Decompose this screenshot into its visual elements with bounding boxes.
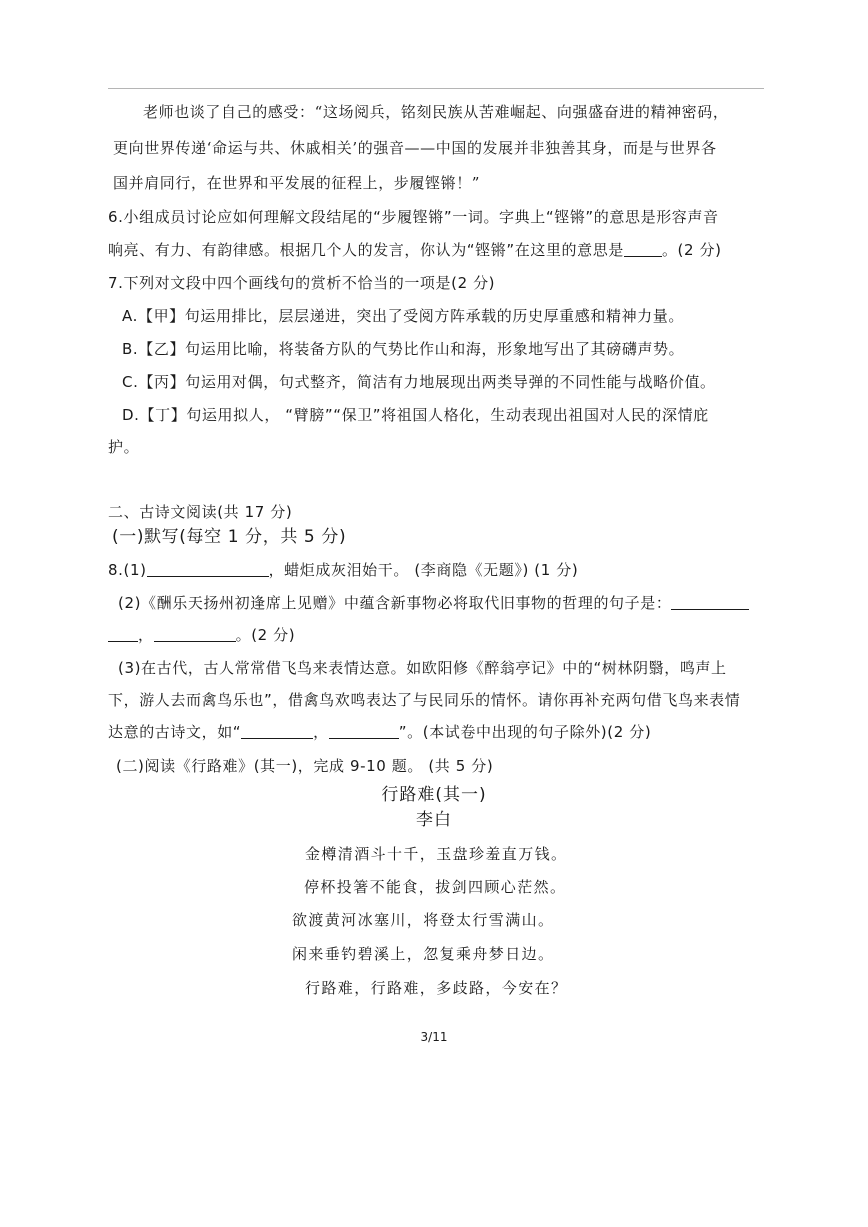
q8-part-3-blank-1[interactable]	[241, 724, 313, 739]
poem-line: 闲来垂钓碧溪上，忽复乘舟梦日边。	[292, 945, 555, 963]
q8-part-2-blank-1a[interactable]	[671, 595, 749, 610]
q7-stem: 7.下列对文段中四个画线句的赏析不恰当的一项是(2 分)	[108, 274, 496, 292]
passage-line-1: 老师也谈了自己的感受：“这场阅兵，铭刻民族从苦难崛起、向强盛奋进的精神密码，	[143, 103, 729, 121]
q8-part-2-score: 。(2 分)	[235, 626, 296, 644]
q6-line-1: 6.小组成员讨论应如何理解文段结尾的“步履铿锵”一词。字典上“铿锵”的意思是形容声音	[108, 208, 719, 226]
q6-text: 响亮、有力、有韵律感。根据几个人的发言，你认为“铿锵”在这里的意思是	[108, 241, 624, 259]
page-number: 3/11	[420, 1030, 448, 1044]
poem-line: 金樽清酒斗十千，玉盘珍羞直万钱。	[305, 845, 568, 863]
q8-part-1-text: ，蜡炬成灰泪始干。 (李商隐《无题》) (1 分)	[268, 561, 579, 579]
q8-part-1-number: 8.(1)	[108, 561, 147, 579]
q8-part-3-text-b: ，	[313, 723, 329, 741]
subsection-heading-1: (一)默写(每空 1 分，共 5 分)	[112, 527, 347, 547]
q8-part-3-blank-2[interactable]	[329, 724, 399, 739]
poem-author: 李白	[416, 810, 452, 830]
q7-option-a: A.【甲】句运用排比，层层递进，突出了受阅方阵承载的历史厚重感和精神力量。	[122, 307, 684, 325]
q8-part-2-text: (2)《酬乐天扬州初逢席上见赠》中蕴含新事物必将取代旧事物的哲理的句子是：	[118, 594, 672, 612]
header-rule	[108, 88, 764, 89]
q6-answer-blank[interactable]	[624, 242, 662, 257]
q8-part-3-text-c: ”。(本试卷中出现的句子除外)(2 分)	[398, 723, 652, 741]
q8-part-3-line-3	[108, 722, 651, 742]
subsection-heading-2: (二)阅读《行路难》(其一)，完成 9-10 题。 (共 5 分)	[116, 757, 494, 775]
q7-option-d-line-2: 护。	[108, 438, 140, 456]
passage-line-3: 国并肩同行，在世界和平发展的征程上，步履铿锵！”	[113, 174, 481, 192]
poem-line: 行路难，行路难，多歧路，今安在？	[305, 979, 568, 997]
poem-title: 行路难(其一)	[381, 785, 487, 805]
q8-part-1	[108, 560, 578, 580]
q6-line-2	[108, 240, 722, 260]
q7-option-d-line-1: D.【丁】句运用拟人， “臂膀”“保卫”将祖国人格化，生动表现出祖国对人民的深情庇	[122, 406, 709, 424]
q6-score: 。(2 分)	[661, 241, 722, 259]
passage-line-2: 更向世界传递‘命运与共、休戚相关’的强音——中国的发展并非独善其身，而是与世界各	[113, 139, 717, 157]
q8-part-2-blank-2[interactable]	[154, 627, 236, 642]
q8-part-3-text-a: 达意的古诗文，如“	[108, 723, 242, 741]
q8-part-2-line-2	[108, 625, 295, 645]
q8-part-1-blank[interactable]	[147, 562, 269, 577]
q7-option-b: B.【乙】句运用比喻，将装备方队的气势比作山和海，形象地写出了其磅礴声势。	[122, 340, 685, 358]
q8-part-3-line-2: 下，游人去而禽鸟乐也”，借禽鸟欢鸣表达了与民同乐的情怀。请你再补充两句借飞鸟来表情	[108, 691, 741, 709]
q8-part-2-blank-1b[interactable]	[108, 627, 138, 642]
q8-part-2-line-1	[118, 593, 749, 613]
q8-part-3-line-1: (3)在古代，古人常常借飞鸟来表情达意。如欧阳修《醉翁亭记》中的“树林阴翳，鸣声上	[118, 659, 727, 677]
section-heading: 二、古诗文阅读(共 17 分)	[108, 503, 293, 521]
poem-line: 欲渡黄河冰塞川，将登太行雪满山。	[292, 911, 555, 929]
q7-option-c: C.【丙】句运用对偶，句式整齐，简洁有力地展现出两类导弹的不同性能与战略价值。	[122, 373, 716, 391]
q8-part-2-comma: ，	[138, 626, 154, 644]
poem-line: 停杯投箸不能食，拔剑四顾心茫然。	[304, 878, 567, 896]
